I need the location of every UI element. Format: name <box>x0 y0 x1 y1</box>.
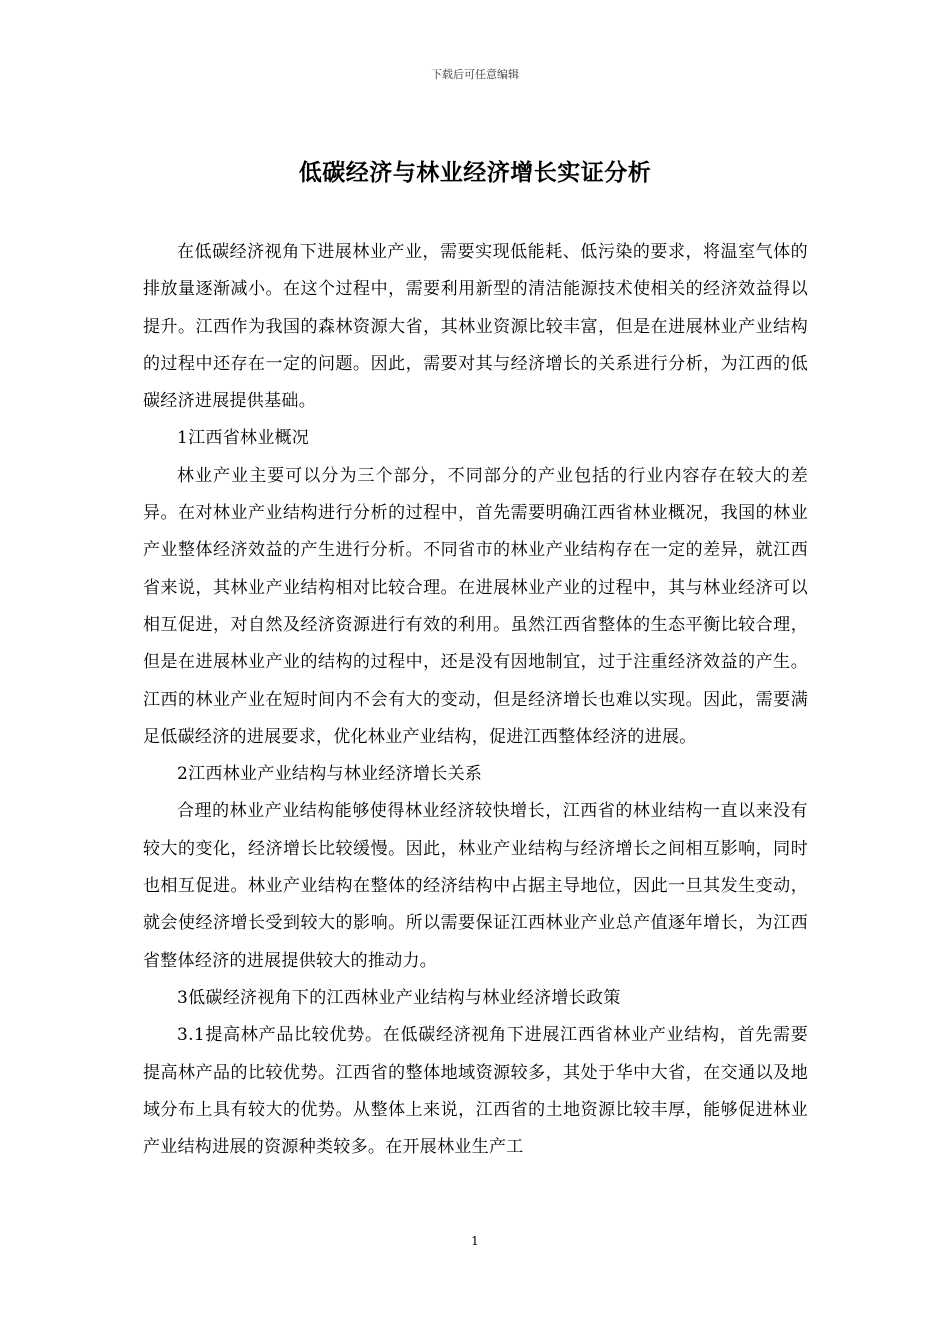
section-heading-3: 3低碳经济视角下的江西林业产业结构与林业经济增长政策 <box>177 987 621 1008</box>
section-heading-1: 1江西省林业概况 <box>177 428 310 449</box>
section-3-1-paragraph: 3.1提高林产品比较优势。在低碳经济视角下进展江西省林业产业结构，首先需要提高林产品的比较优势。江西省的整体地域资源较多，其处于华中大省，在交通以及地域分布上具有较大的优势。从整体上来说，江西省的土地资源比较丰厚，能够促进林业产业结构进展的资源种类较多。在开展林业生产工 <box>143 1025 808 1158</box>
document-title: 低碳经济与林业经济增长实证分析 <box>298 159 652 186</box>
document-body <box>143 234 808 1166</box>
section-heading-2: 2江西林业产业结构与林业经济增长关系 <box>177 764 483 785</box>
intro-paragraph: 在低碳经济视角下进展林业产业，需要实现低能耗、低污染的要求，将温室气体的排放量逐渐减小。在这个过程中，需要利用新型的清洁能源技术使相关的经济效益得以提升。江西作为我国的森林资源大省，其林业资源比较丰富，但是在进展林业产业结构的过程中还存在一定的问题。因此，需要对其与经济增长的关系进行分析，为江西的低碳经济进展提供基础。 <box>143 242 808 412</box>
section-1-paragraph: 林业产业主要可以分为三个部分，不同部分的产业包括的行业内容存在较大的差异。在对林业产业结构进行分析的过程中，首先需要明确江西省林业概况，我国的林业产业整体经济效益的产生进行分析。不同省市的林业产业结构存在一定的差异，就江西省来说，其林业产业结构相对比较合理。在进展林业产业的过程中，其与林业经济可以相互促进，对自然及经济资源进行有效的利用。虽然江西省整体的生态平衡比较合理，但是在进展林业产业的结构的过程中，还是没有因地制宜，过于注重经济效益的产生。江西的林业产业在短时间内不会有大的变动，但是经济增长也难以实现。因此，需要满足低碳经济的进展要求，优化林业产业结构，促进江西整体经济的进展。 <box>143 465 808 747</box>
page-number: 1 <box>471 1234 479 1248</box>
page-header-note: 下载后可任意编辑 <box>431 68 519 81</box>
section-2-paragraph: 合理的林业产业结构能够使得林业经济较快增长，江西省的林业结构一直以来没有较大的变化，经济增长比较缓慢。因此，林业产业结构与经济增长之间相互影响，同时也相互促进。林业产业结构在整体的经济结构中占据主导地位，因此一旦其发生变动，就会使经济增长受到较大的影响。所以需要保证江西林业产业总产值逐年增长，为江西省整体经济的进展提供较大的推动力。 <box>143 801 808 971</box>
